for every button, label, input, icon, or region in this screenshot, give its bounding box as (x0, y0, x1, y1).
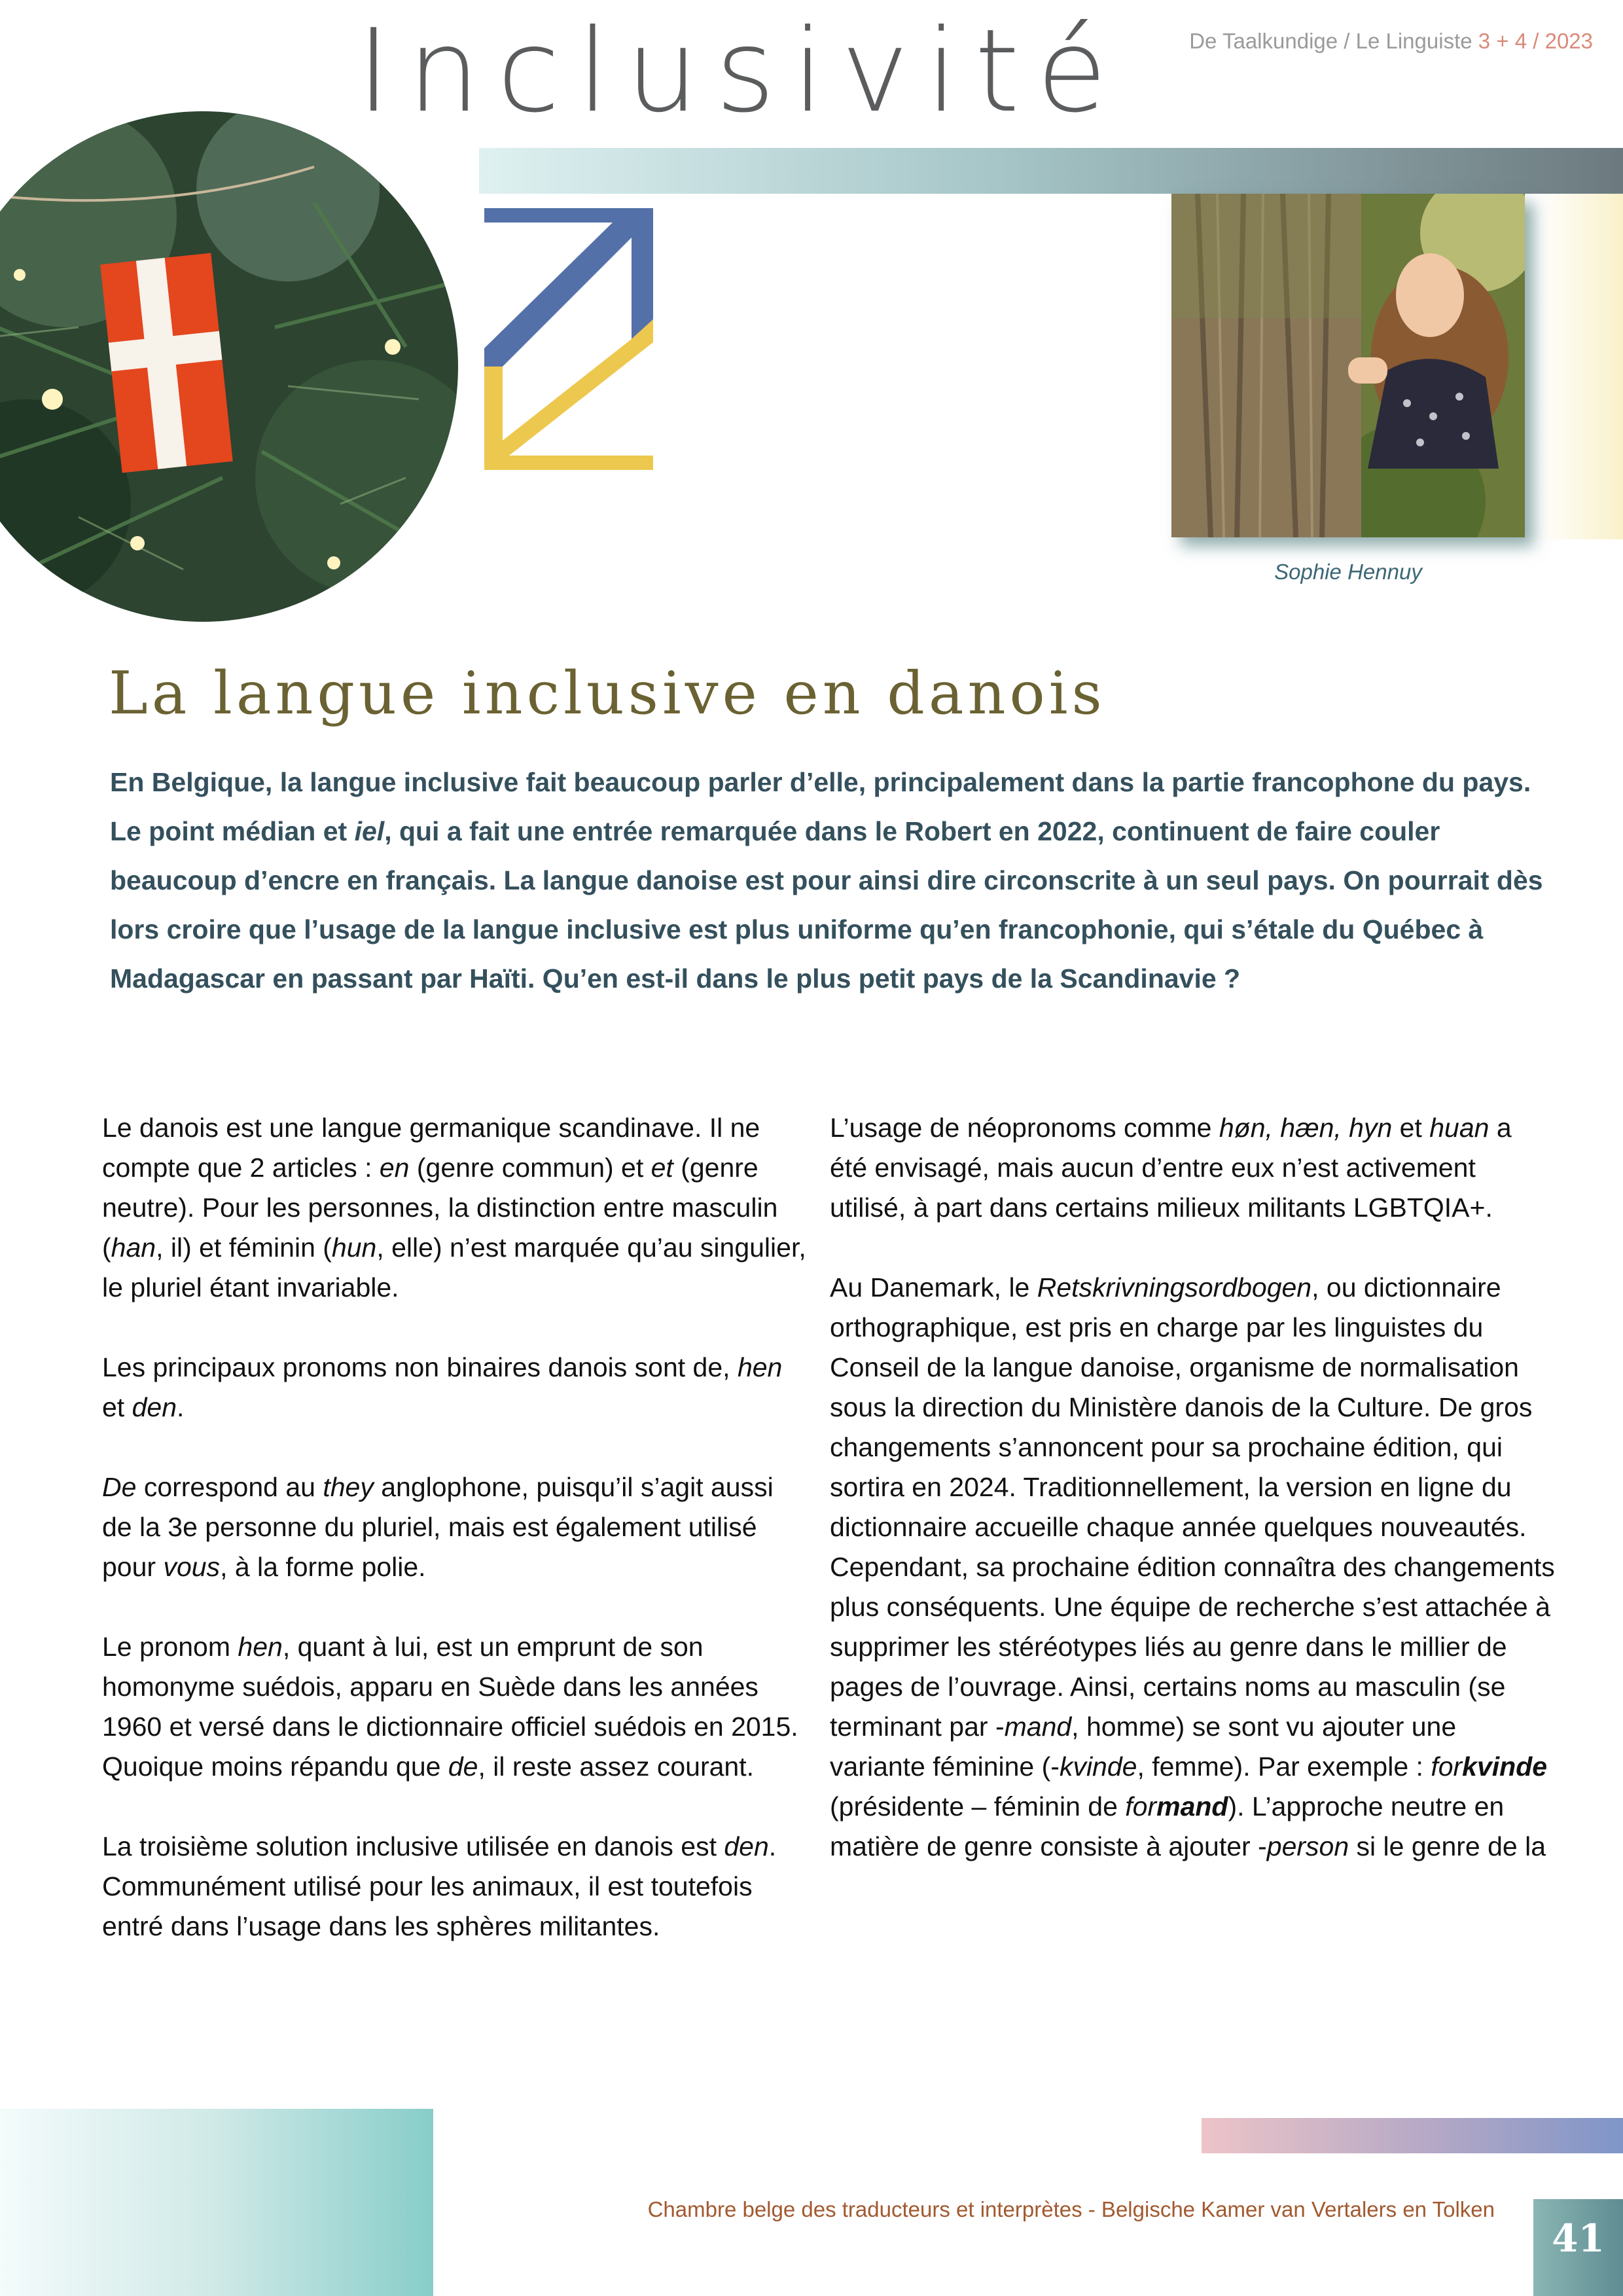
text-run: , elle) n’est marquée qu’au singulier, le pluriel étant invariable. (102, 1232, 806, 1302)
text-run: vous (163, 1552, 221, 1582)
arrow-logo-icon (484, 208, 656, 470)
text-run: anglophone, puisqu’il s’agit aussi de la 3e personne du pluriel, mais est également utilisé pour (102, 1472, 774, 1582)
text-run: iel (354, 816, 385, 846)
text-run: han (111, 1232, 156, 1263)
text-run: kvinde (1059, 1751, 1137, 1782)
header-gradient-band (479, 148, 1623, 194)
text-run: for (1431, 1751, 1463, 1782)
text-run: , quant à lui, est un emprunt de son homonyme suédois, apparu en Suède dans les années 1960 et versé dans le dictionnaire officiel suédois en 2015. Quoique moins répandu que (102, 1632, 798, 1782)
text-run: den (724, 1831, 769, 1861)
text-run: et (1392, 1113, 1430, 1143)
text-run: person (1266, 1831, 1349, 1861)
text-run: , il reste assez courant. (478, 1751, 755, 1782)
text-run: hen (737, 1352, 783, 1382)
text-run: en (379, 1153, 410, 1183)
paragraph (102, 1348, 809, 1427)
christmas-tree-photo (0, 111, 458, 622)
text-run: , femme). Par exemple : (1137, 1751, 1431, 1782)
text-run: Le pronom (102, 1632, 238, 1662)
journal-name: De Taalkundige / Le Linguiste (1189, 29, 1472, 53)
text-run: En Belgique, la langue inclusive fait beaucoup parler d’elle, principalement dans la partie francophone du pays. Le point médian et (110, 767, 1531, 846)
text-run: huan (1429, 1113, 1489, 1143)
text-run: La troisième solution inclusive utilisée en danois est (102, 1831, 724, 1861)
author-portrait (1171, 194, 1525, 537)
text-run: a été envisagé, mais aucun d’entre eux n’est activement utilisé, à part dans certains milieux militants LGBTQIA+. (830, 1113, 1512, 1223)
text-run: L’usage de néopronoms comme (830, 1113, 1219, 1143)
text-run: Les principaux pronoms non binaires danois sont de, (102, 1352, 738, 1382)
text-run: et (651, 1153, 673, 1183)
footer-organization: Chambre belge des traducteurs et interprètes - Belgische Kamer van Vertalers en Tolken (647, 2197, 1495, 2221)
paragraph (830, 1268, 1556, 1867)
text-run: , homme) se sont vu ajouter une variante féminine (- (830, 1712, 1457, 1782)
text-run: mand (1156, 1791, 1228, 1821)
section-title: Inclusivité (357, 5, 1124, 138)
text-run: , il) et féminin ( (156, 1232, 332, 1263)
footer-gradient-band-left (0, 2109, 433, 2296)
text-run: Retskrivningsordbogen (1037, 1272, 1312, 1302)
page-number-box (1533, 2199, 1623, 2296)
paragraph (102, 1627, 809, 1787)
text-run: de (448, 1751, 478, 1782)
portrait-caption: Sophie Hennuy (1274, 560, 1422, 584)
author-portrait-illustration (1171, 194, 1525, 537)
text-run: . Communément utilisé pour les animaux, il est toutefois entré dans l’usage dans les sphères militantes. (102, 1831, 777, 1941)
article-column-right (830, 1108, 1556, 1907)
footer-gradient-band-right (1202, 2118, 1623, 2153)
paragraph (102, 1108, 809, 1308)
text-run: Au Danemark, le (830, 1272, 1037, 1302)
text-run: den (132, 1392, 177, 1422)
journal-issue: 3 + 4 / 2023 (1478, 29, 1593, 53)
portrait-side-gradient (1537, 194, 1623, 539)
text-run: (genre neutre). Pour les personnes, la distinction entre masculin ( (102, 1153, 778, 1263)
text-run: De (102, 1472, 137, 1502)
text-run: for (1125, 1791, 1157, 1821)
text-run: Le danois est une langue germanique scandinave. Il ne compte que 2 articles : (102, 1113, 760, 1183)
text-run: si le genre de la (1349, 1831, 1546, 1861)
article-column-left (102, 1108, 809, 1986)
text-run: they (323, 1472, 374, 1502)
text-run: , qui a fait une entrée remarquée dans le Robert en 2022, continuent de faire couler beaucoup d’encre en français. La langue danoise est pour ainsi dire circonscrite à un seul pays. On pourrait dès lors croire que l’usage de la langue inclusive est plus uniforme qu’en francophonie, qui s’étale du Québec à Madagascar en passant par Haïti. Qu’en est-il dans le plus petit pays de la Scandinavie ? (110, 816, 1543, 994)
article-title: La langue inclusive en danois (109, 659, 1106, 728)
paragraph (830, 1108, 1556, 1228)
text-run: et (102, 1392, 132, 1422)
journal-header (1189, 29, 1593, 54)
article-lede (110, 758, 1556, 1003)
paragraph (102, 1827, 809, 1946)
text-run: mand (1004, 1712, 1072, 1742)
text-run: kvinde (1462, 1751, 1548, 1782)
page-number: 41 (1552, 2216, 1605, 2261)
text-run: (présidente – féminin de (830, 1791, 1126, 1821)
text-run: (genre commun) et (409, 1153, 651, 1183)
text-run: ). L’approche neutre en matière de genre consiste à ajouter - (830, 1791, 1505, 1861)
paragraph (102, 1467, 809, 1587)
text-run: , à la forme polie. (220, 1552, 426, 1582)
text-run: correspond au (136, 1472, 323, 1502)
text-run: hen (238, 1632, 283, 1662)
christmas-tree-illustration (0, 111, 458, 622)
text-run: høn, hæn, hyn (1219, 1113, 1393, 1143)
text-run: , ou dictionnaire orthographique, est pris en charge par les linguistes du Conseil de la langue danoise, organisme de normalisation sous la direction du Ministère danois de la Culture. De gros changements s’annoncent pour sa prochaine édition, qui sortira en 2024. Traditionnellement, la version en ligne du dictionnaire accueille chaque année quelques nouveautés. Cependant, sa prochaine édition connaîtra des changements plus conséquents. Une équipe de recherche s’est attachée à supprimer les stéréotypes liés au genre dans le millier de pages de l’ouvrage. Ainsi, certains noms au masculin (se terminant par - (830, 1272, 1555, 1742)
text-run: . (177, 1392, 185, 1422)
text-run: hun (331, 1232, 377, 1263)
